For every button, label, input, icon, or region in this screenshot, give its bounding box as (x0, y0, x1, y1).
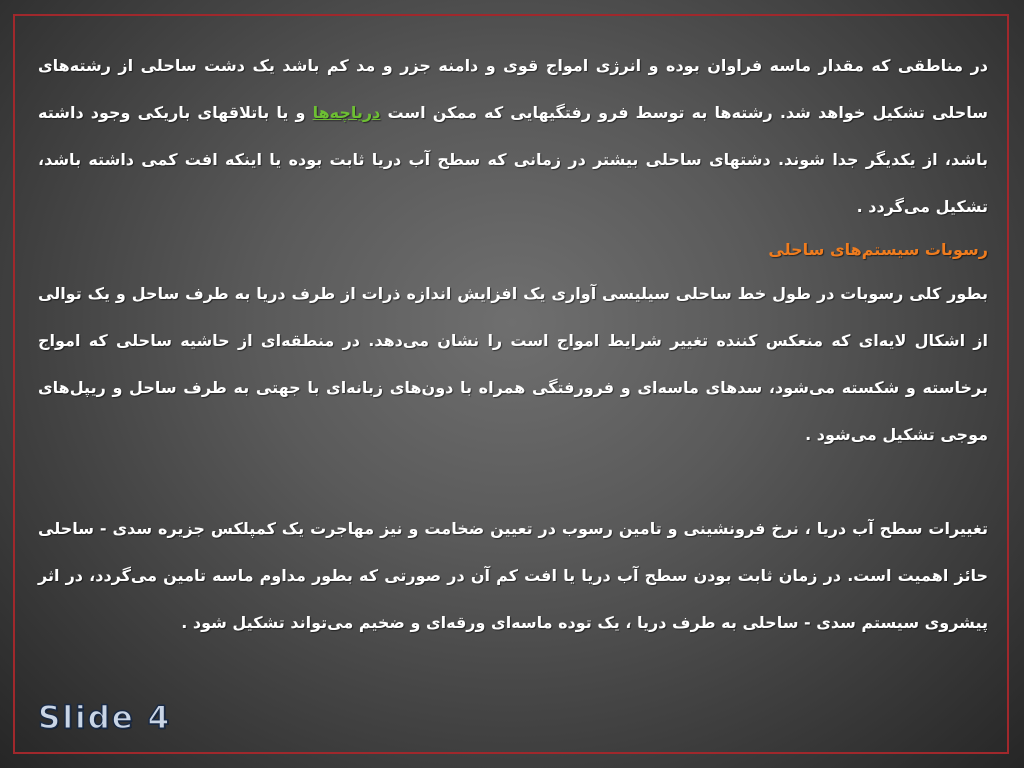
lakes-link[interactable]: درياچه‌ها (312, 103, 381, 122)
paragraph-spacer (38, 458, 988, 505)
paragraph-sea-level-changes: تغییرات سطح آب دریا ، نرخ فرونشینی و تامین رسوب در تعیین ضخامت و نیز مهاجرت یک کمپلکس جزیره سدی - ساحلی حائز اهمیت است. در زمان ثابت بودن سطح آب دریا یا افت کم آن در صورتی که بطور مداوم ماسه تامین می‌گردد، در اثر پیشروی سیستم سدی - ساحلی به طرف دریا ، یک توده ماسه‌ای ورقه‌ای و ضخیم می‌تواند تشکیل شود . (38, 519, 988, 632)
slide-number-label: Slide 4 (38, 700, 172, 736)
paragraph-1-text-start: در مناطقی که مقدار ماسه فراوان بوده و انرژی امواج قوی و دامنه جزر و مد کم باشد یک دشت ساحلی از رشته‌های ساحلی تشکیل خواهد شد. رشته‌ها به توسط فرو رفتگیهایی که ممکن است (38, 56, 988, 122)
slide-content (38, 42, 988, 646)
paragraph-coastal-sediments: بطور کلی رسوبات در طول خط ساحلی سیلیسی آواری یک افزایش اندازه ذرات از طرف دریا به طرف ساحل و یک توالی از اشکال لایه‌ای که منعکس کننده تغییر شرایط امواج است را نشان می‌دهد. در منطقه‌ای از حاشیه ساحلی که امواج برخاسته و شکسته می‌شود، سدهای ماسه‌ای و فرورفتگی همراه با دون‌های زبانه‌ای با جهتی به طرف ساحل و ریپل‌های موجی تشکیل می‌شود . (38, 284, 988, 444)
paragraph-1-text-end: و یا باتلاقهای باریکی وجود داشته باشد، از یکدیگر جدا شوند. دشتهای ساحلی بیشتر در زمانی که سطح آب دریا ثابت بوده یا اینکه افت کمی داشته باشد، تشکیل می‌گردد . (38, 103, 988, 216)
paragraph-coastal-plains (38, 42, 988, 230)
section-heading: رسوبات سیستم‌های ساحلی (768, 240, 988, 259)
